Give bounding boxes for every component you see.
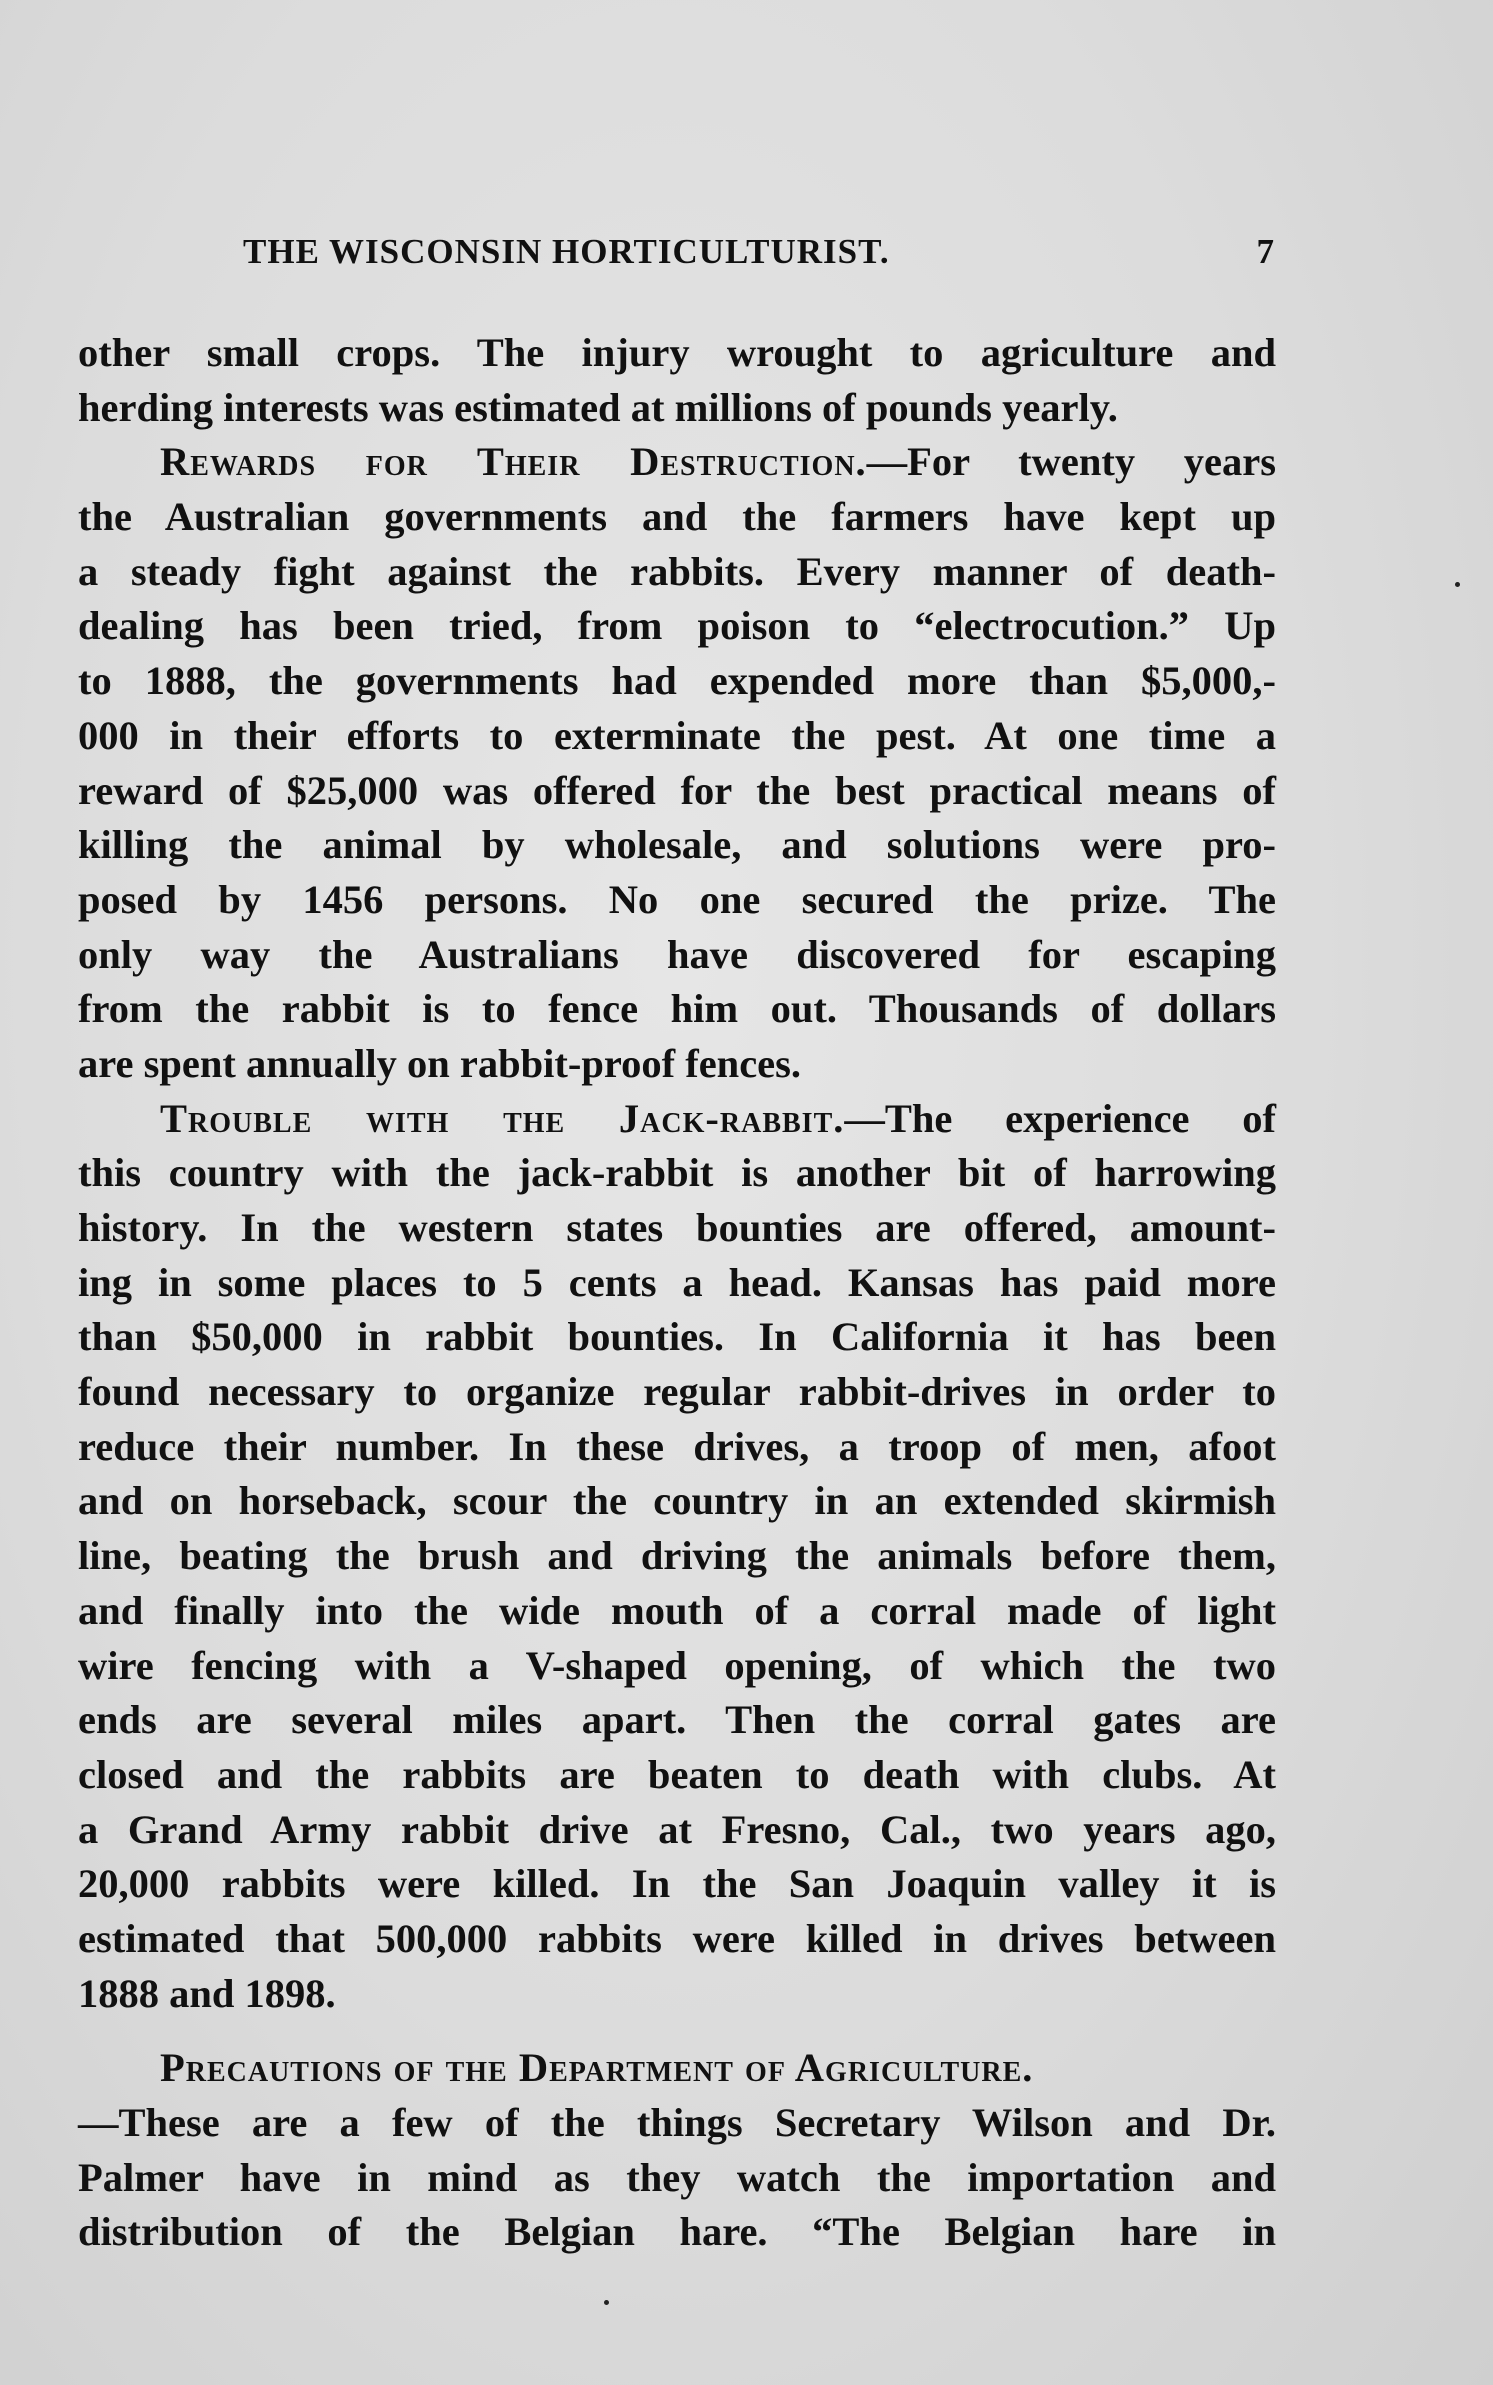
text-line: dealing has been tried, from poison to “electrocution.” Up: [78, 603, 1276, 649]
text-line: reward of $25,000 was offered for the best practical means of: [78, 767, 1276, 813]
body-text: [78, 326, 1276, 2260]
text-line: found necessary to organize regular rabbit-drives in order to: [78, 1369, 1276, 1415]
text-line: line, beating the brush and driving the animals before them,: [78, 1533, 1276, 1579]
text-line: the Australian governments and the farmers have kept up: [78, 494, 1276, 540]
text-line: other small crops. The injury wrought to agriculture and: [78, 330, 1276, 375]
text-line: history. In the western states bounties are offered, amount-: [78, 1205, 1276, 1250]
text-line: killing the animal by wholesale, and solutions were pro-: [78, 822, 1276, 868]
section-heading: Rewards for Their Destruction.: [160, 439, 867, 485]
section-heading: Trouble with the Jack-rabbit.: [160, 1095, 845, 1141]
section-heading: Precautions of the Department of Agriculture.: [160, 2045, 1034, 2091]
text-line: Palmer have in mind as they watch the importation and: [78, 2154, 1276, 2200]
text-line: estimated that 500,000 rabbits were killed in drives between: [78, 1915, 1276, 1961]
paragraph-lead-line: [78, 435, 1276, 490]
text-line: —These are a few of the things Secretary Wilson and Dr.: [78, 2100, 1276, 2145]
text-line: than $50,000 in rabbit bounties. In California it has been: [78, 1314, 1276, 1360]
text-line: herding interests was estimated at millions of pounds yearly.: [78, 384, 1118, 430]
print-speck: [1455, 582, 1460, 587]
paragraph-lead-line: [78, 1092, 1276, 1147]
page-number: 7: [1256, 232, 1275, 271]
text-line: 20,000 rabbits were killed. In the San Joaquin valley it is: [78, 1861, 1276, 1907]
print-speck: [604, 2300, 609, 2305]
text-line: from the rabbit is to fence him out. Thousands of dollars: [78, 986, 1276, 1032]
running-head: [243, 232, 1275, 292]
text-line: are spent annually on rabbit-proof fences.: [78, 1040, 802, 1086]
text-line: —The experience of: [844, 1095, 1277, 1141]
text-line: distribution of the Belgian hare. “The Belgian hare in: [78, 2209, 1276, 2255]
text-line: only way the Australians have discovered for escaping: [78, 931, 1276, 977]
text-line: and finally into the wide mouth of a corral made of light: [78, 1587, 1276, 1633]
text-line: a Grand Army rabbit drive at Fresno, Cal., two years ago,: [78, 1806, 1276, 1852]
text-line: and on horseback, scour the country in an extended skirmish: [78, 1478, 1276, 1524]
text-line: wire fencing with a V-shaped opening, of which the two: [78, 1642, 1276, 1688]
text-line: posed by 1456 persons. No one secured the prize. The: [78, 876, 1276, 922]
text-line: closed and the rabbits are beaten to death with clubs. At: [78, 1751, 1276, 1797]
paragraph-gap: [78, 2021, 1276, 2041]
text-line: to 1888, the governments had expended more than $5,000,-: [78, 658, 1276, 704]
text-line: ends are several miles apart. Then the corral gates are: [78, 1697, 1276, 1743]
text-line: —For twenty years: [866, 439, 1277, 485]
text-line: a steady fight against the rabbits. Every manner of death-: [78, 548, 1276, 594]
running-head-title: THE WISCONSIN HORTICULTURIST.: [243, 232, 890, 271]
paragraph-lead-line: [78, 2041, 1276, 2096]
text-line: 000 in their efforts to exterminate the pest. At one time a: [78, 712, 1276, 758]
text-line: ing in some places to 5 cents a head. Kansas has paid more: [78, 1259, 1276, 1305]
text-line: 1888 and 1898.: [78, 1970, 336, 2016]
text-line: this country with the jack-rabbit is another bit of harrowing: [78, 1150, 1276, 1196]
text-line: reduce their number. In these drives, a troop of men, afoot: [78, 1423, 1276, 1469]
